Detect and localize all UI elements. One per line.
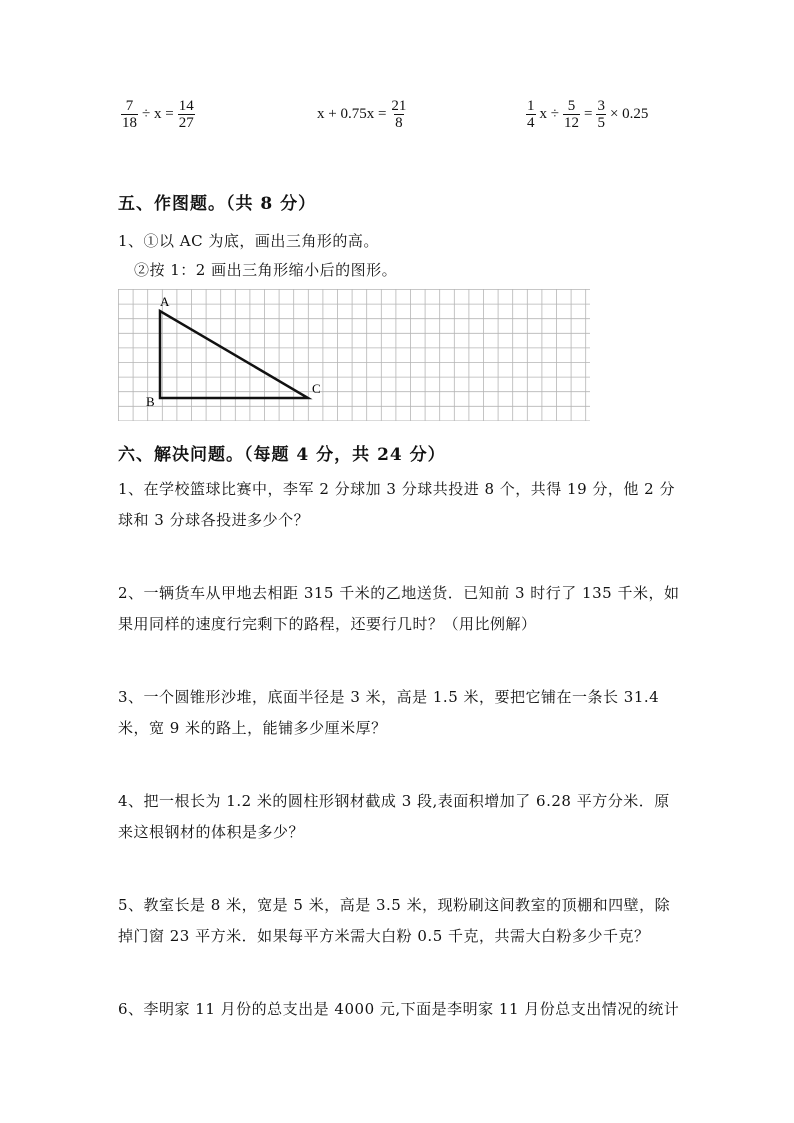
fraction: $\frac{7}{18}$ (122, 98, 137, 131)
question-3-line-1: 3、一个圆锥形沙堆，底面半径是 3 米，高是 1.5 米，要把它铺在一条长 31.4 (118, 688, 660, 706)
equation-3: $\frac{1}{4}$ x ÷ $\frac{5}{12}$ = $\frac{3}{5}$ × 0.25 (527, 98, 649, 131)
vertex-label-a: A (160, 294, 170, 309)
fraction: $\frac{21}{8}$ (391, 98, 407, 131)
fraction: $\frac{1}{4}$ (527, 98, 535, 131)
section-6-title: 六、解决问题。（每题 4 分，共 24 分） (118, 445, 446, 465)
section-5-title: 五、作图题。（共 8 分） (118, 194, 317, 214)
question-4-line-2: 来这根钢材的体积是多少？ (118, 823, 305, 841)
vertex-label-b: B (146, 394, 155, 409)
fraction: $\frac{5}{12}$ (563, 98, 579, 131)
question-2-line-1: 2、一辆货车从甲地去相距 315 千米的乙地送货．已知前 3 时行了 135 千米，如 (118, 584, 680, 602)
question-1-line-1: 1、在学校篮球比赛中，李军 2 分球加 3 分球共投进 8 个，共得 19 分，他 2 分 (118, 480, 675, 498)
fraction: $\frac{3}{5}$ (597, 98, 605, 131)
fraction: $\frac{14}{27}$ (178, 98, 194, 131)
question-6-line-1: 6、李明家 11 月份的总支出是 4000 元,下面是李明家 11 月份总支出情况的统计 (118, 1000, 680, 1018)
equation-2: x + 0.75x = $\frac{21}{8}$ (317, 98, 407, 131)
question-text: ②按 1：2 画出三角形缩小后的图形。 (134, 261, 398, 279)
question-text: 1、①以 AC 为底，画出三角形的高。 (118, 232, 379, 250)
question-5-line-2: 掉门窗 23 平方米．如果每平方米需大白粉 0.5 千克，共需大白粉多少千克？ (118, 927, 650, 945)
question-4-line-1: 4、把一根长为 1.2 米的圆柱形钢材截成 3 段,表面积增加了 6.28 平方分米．原 (118, 792, 670, 810)
vertex-label-c: C (312, 381, 321, 396)
equation-1: $\frac{7}{18}$ ÷ x = $\frac{14}{27}$ (122, 98, 194, 131)
question-1-line-2: 球和 3 分球各投进多少个？ (118, 511, 310, 529)
drawing-grid (118, 289, 590, 421)
question-3-line-2: 米，宽 9 米的路上，能铺多少厘米厚？ (118, 719, 387, 737)
triangle-abc (160, 311, 308, 398)
question-5-line-1: 5、教室长是 8 米，宽是 5 米，高是 3.5 米，现粉刷这间教室的顶棚和四壁，除 (118, 896, 671, 914)
question-2-line-2: 果用同样的速度行完剩下的路程，还要行几时？（用比例解） (118, 615, 537, 633)
